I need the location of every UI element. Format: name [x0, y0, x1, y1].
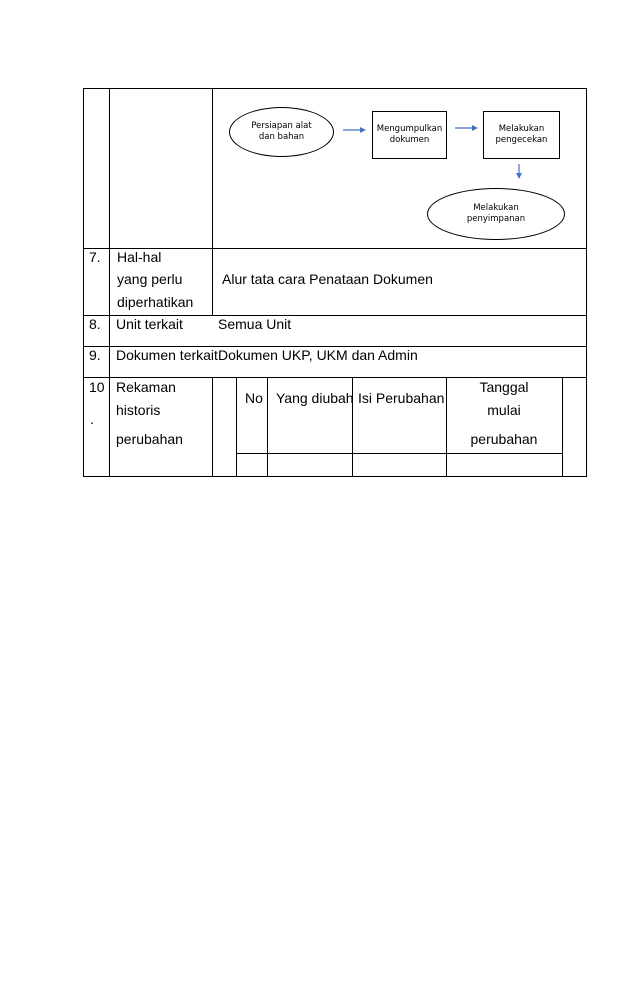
flow-step-check-line1: Melakukan: [498, 124, 545, 134]
row7-value: Alur tata cara Penataan Dokumen: [222, 271, 433, 287]
row10-label-line1: Rekaman: [116, 379, 176, 395]
row9-number: 9.: [89, 347, 101, 363]
history-header-changed: Yang diubah: [276, 390, 354, 406]
history-header-content: Isi Perubahan: [358, 390, 445, 406]
history-header-date-line2: mulai: [487, 402, 521, 418]
column-divider-2-bottom: [212, 377, 213, 477]
row10-number-dot: .: [90, 411, 94, 427]
row8-label: Unit terkait: [116, 316, 183, 332]
row10-label-line2: historis: [116, 402, 161, 418]
history-table-header-divider: [236, 453, 563, 454]
flow-arrowhead-2: [472, 125, 478, 131]
flow-step-prepare-line1: Persiapan alat: [251, 121, 312, 131]
row7-label-line2: yang perlu: [117, 271, 183, 287]
history-header-date-line3: perubahan: [470, 431, 538, 447]
row9-value: Dokumen UKP, UKM dan Admin: [218, 347, 418, 363]
flow-step-collect-line2: dokumen: [389, 135, 430, 145]
row8-number: 8.: [89, 316, 101, 332]
flow-step-check-line2: pengecekan: [495, 135, 548, 145]
flow-arrowhead-3: [516, 173, 522, 179]
flow-step-store-line2: penyimpanan: [466, 214, 526, 224]
history-header-date-line1: Tanggal: [479, 379, 529, 395]
history-table-col-no: [267, 377, 268, 477]
row-divider-4: [83, 377, 587, 378]
flow-step-prepare-line2: dan bahan: [258, 132, 305, 142]
history-table-right: [562, 377, 563, 477]
flow-step-collect-line1: Mengumpulkan: [376, 124, 443, 134]
row7-number: 7.: [89, 249, 101, 265]
row7-label-line3: diperhatikan: [117, 294, 194, 310]
history-table-left: [236, 377, 237, 477]
row8-value: Semua Unit: [218, 316, 292, 332]
row10-number: 10: [89, 379, 105, 395]
history-header-no: No: [245, 390, 263, 406]
row7-label-line1: Hal-hal: [117, 249, 162, 265]
row10-label-line3: perubahan: [116, 431, 183, 447]
row9-label: Dokumen terkait: [116, 347, 218, 363]
flow-arrows: [0, 0, 638, 260]
table-border-bottom: [83, 476, 587, 477]
flow-step-store-line1: Melakukan: [473, 203, 519, 213]
flow-arrowhead-1: [360, 127, 366, 133]
